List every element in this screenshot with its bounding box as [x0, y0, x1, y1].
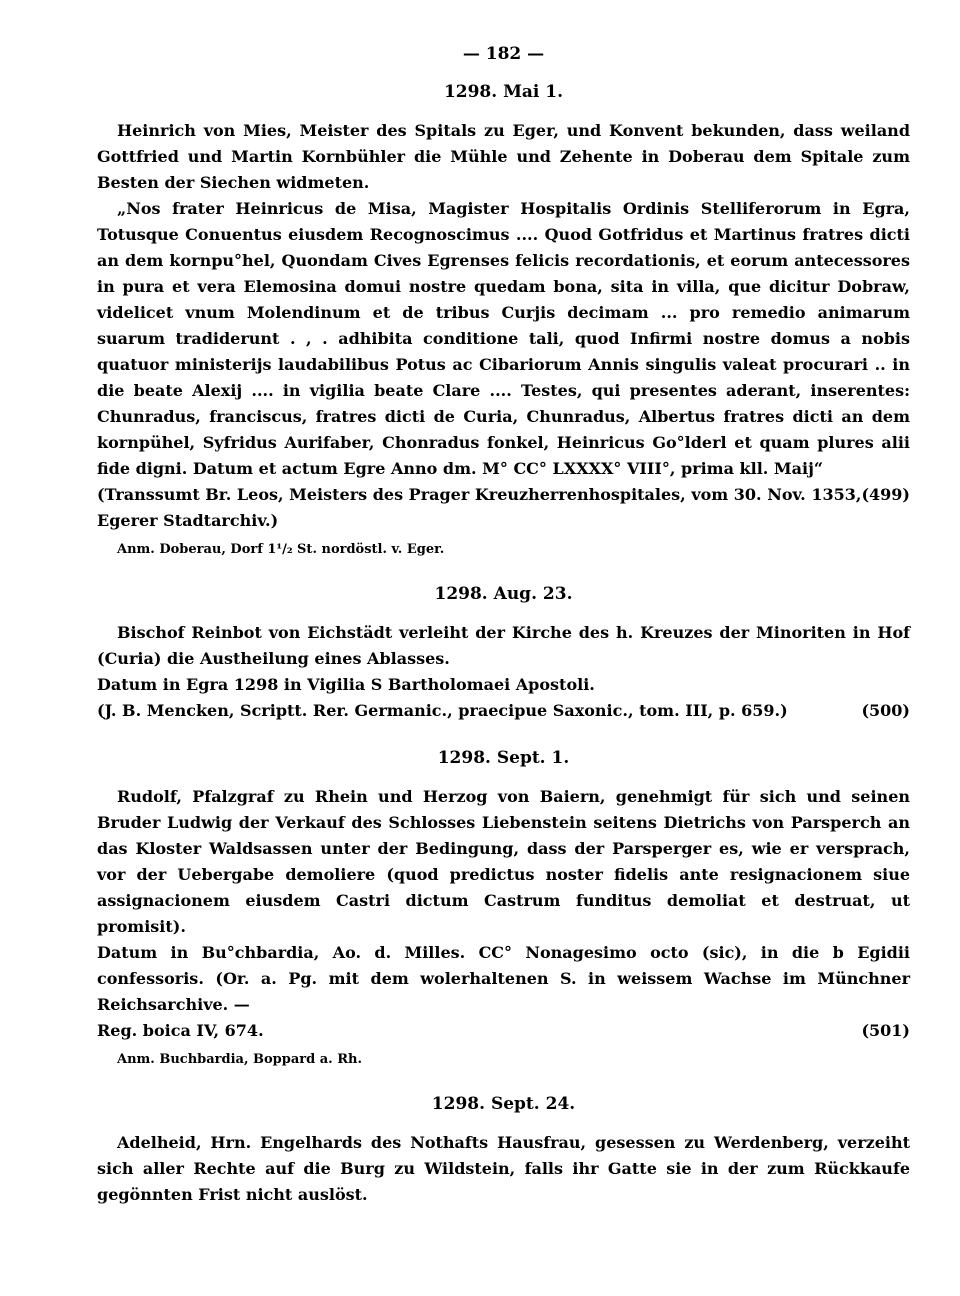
entry-summary: Heinrich von Mies, Meister des Spitals zu Eger, und Konvent bekunden, dass weiland Gottfried und Martin Kornbühler die Mühle und Zehente in Doberau dem Spitale zum Besten der Siechen widmeten.	[97, 121, 910, 192]
entry-date: 1298. Aug. 23.	[434, 584, 573, 604]
entry-text: „Nos frater Heinricus de Misa, Magister Hospitalis Ordinis Stelliferorum in Egra, Totusque Conuentus eiusdem Recognoscimus .... Quod Gotfridus et Martinus fratres dicti an dem kornpu°hel, Quondam Cives Egrenses felicis recordationis, et eorum antecessores in pura et vera Elemosina domui nostre quedam bona, sita in villa, que dicitur Dobraw, videlicet vnum Molendinum et de tribus Curjis decimam ... pro remedio animarum suarum tradiderunt . , . adhibita conditione tali, quod Infirmi nostre domus a nobis quatuor ministerijs laudabilibus Potus ac Cibariorum Annis singulis valeat procurari .. in die beate Alexij .... in vigilia beate Clare .... Testes, qui presentes aderant, inserentes: Chunradus, franciscus, fratres dicti de Curia, Chunradus, Albertus fratres dicti an dem kornpühel, Syfridus Aurifaber, Chonradus fonkel, Heinricus Go°lderl et quam plures alii fide digni. Datum et actum Egre Anno dm. M° CC° LXXXX° VIII°, prima kll. Maij“	[97, 199, 910, 478]
entry-note: Anm. Buchbardia, Boppard a. Rh.	[117, 1052, 363, 1067]
entry-source-row	[97, 698, 910, 724]
charter-entry-sept-24	[97, 1094, 910, 1208]
charter-entry-501	[97, 748, 910, 1070]
entry-summary: Adelheid, Hrn. Engelhards des Nothafts Hausfrau, gesessen zu Werdenberg, verzeiht sich aller Rechte auf die Burg zu Wildstein, falls ihr Gatte sie in der zum Rückkaufe gegönnten Frist nicht auslöst.	[97, 1133, 910, 1204]
entry-source-row	[97, 1018, 910, 1044]
entry-datum: Datum in Egra 1298 in Vigilia S Bartholomaei Apostoli.	[97, 675, 595, 694]
entry-number: (499)	[861, 485, 910, 504]
entry-source: (J. B. Mencken, Scriptt. Rer. Germanic., praecipue Saxonic., tom. III, p. 659.)	[97, 701, 788, 720]
entry-source: (Transsumt Br. Leos, Meisters des Prager Kreuzherrenhospitales, vom 30. Nov. 1353, Egerer Stadtarchiv.)	[97, 485, 862, 530]
entry-summary: Bischof Reinbot von Eichstädt verleiht der Kirche des h. Kreuzes der Minoriten in Hof (Curia) die Austheilung eines Ablasses.	[97, 623, 910, 668]
entry-source: Reg. boica IV, 674.	[97, 1021, 264, 1040]
entry-number: (501)	[861, 1021, 910, 1040]
entry-source-row	[97, 482, 910, 534]
entry-number: (500)	[861, 701, 910, 720]
entry-note: Anm. Doberau, Dorf 1¹/₂ St. nordöstl. v. Eger.	[117, 542, 445, 557]
charter-entry-499	[97, 82, 910, 560]
entry-summary: Rudolf, Pfalzgraf zu Rhein und Herzog von Baiern, genehmigt für sich und seinen Bruder Ludwig der Verkauf des Schlosses Liebenstein seitens Dietrichs von Parsperch an das Kloster Waldsassen unter der Bedingung, dass der Parsperger es, wie er versprach, vor der Uebergabe demoliere (quod predictus noster fidelis ante resignacionem siue assignacionem eiusdem Castri dictum Castrum funditus demoliat et destruat, ut promisit).	[97, 787, 910, 936]
charter-entry-500	[97, 584, 910, 724]
page-number: — 182 —	[462, 44, 545, 64]
entry-date: 1298. Sept. 1.	[437, 748, 570, 768]
entry-date: 1298. Mai 1.	[443, 82, 564, 102]
entry-date: 1298. Sept. 24.	[431, 1094, 576, 1114]
entry-datum: Datum in Bu°chbardia, Ao. d. Milles. CC° Nonagesimo octo (sic), in die b Egidii confessoris. (Or. a. Pg. mit dem wolerhaltenen S. in weissem Wachse im Münchner Reichsarchive. —	[97, 943, 910, 1014]
